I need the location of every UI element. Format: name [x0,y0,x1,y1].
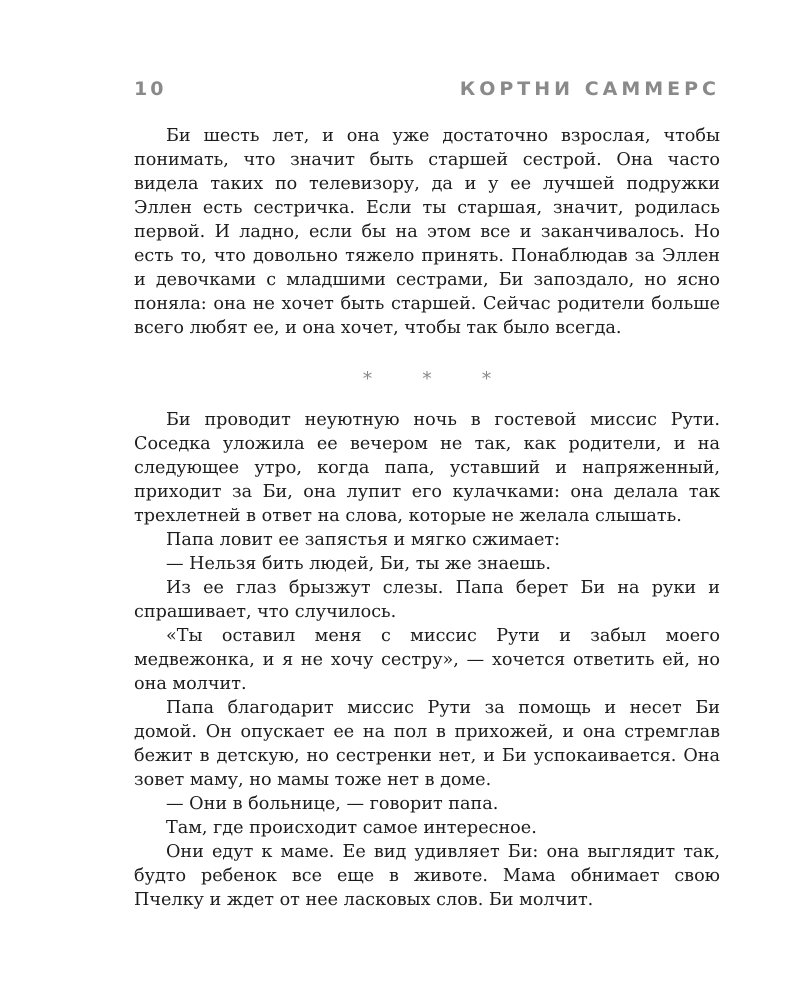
dialogue-paragraph: — Они в больнице, — говорит папа. [166,794,499,814]
scene-break-asterisks: * * * [362,368,514,390]
paragraph: Папа благодарит миссис Рути за помощь и несет Би домой. Он опускает ее на пол в прихожей, и она стремглав бежит в детскую, но сестренки нет, и Би успокаивается. Она зовет маму, но мамы тоже нет в доме. [134,698,720,790]
paragraph: Би проводит неуютную ночь в гостевой миссис Рути. Соседка уложила ее вечером не так, как родители, и на следующее утро, когда папа, уставший и напряженный, приходит за Би, она лупит его кулачками: она делала так трехлетней в ответ на слова, которые не желала слышать. [134,410,720,526]
paragraph: Би шесть лет, и она уже достаточно взрослая, чтобы понимать, что значит быть старшей сестрой. Она часто видела таких по телевизору, да и у ее лучшей подружки Эллен есть сестричка. Если ты старшая, значит, родилась первой. И ладно, если бы на этом все и заканчивалось. Но есть то, что довольно тяжело принять. Понаблюдав за Эллен и девочками с младшими сестрами, Би запоздало, но ясно поняла: она не хочет быть старшей. Сейчас родители больше всего любят ее, и она хочет, чтобы так было всегда. [134,126,720,338]
paragraph: Из ее глаз брызжут слезы. Папа берет Би на руки и спрашивает, что случилось. [134,578,720,622]
paragraph: Там, где происходит самое интересное. [166,818,537,838]
paragraph: Они едут к маме. Ее вид удивляет Би: она выглядит так, будто ребенок все еще в животе. Мама обнимает свою Пчелку и ждет от нее ласковых слов. Би молчит. [134,842,720,910]
paragraph: Папа ловит ее запястья и мягко сжимает: [166,530,561,550]
running-head-author: КОРТНИ САММЕРС [459,78,720,100]
paragraph: «Ты оставил меня с миссис Рути и забыл моего медвежонка, и я не хочу сестру», — хочется ответить ей, но она молчит. [134,626,720,694]
page-header [134,78,720,102]
dialogue-paragraph: — Нельзя бить людей, Би, ты же знаешь. [166,554,551,574]
section-1-text [134,124,720,340]
page-number: 10 [134,78,167,100]
section-2-text [134,408,720,912]
